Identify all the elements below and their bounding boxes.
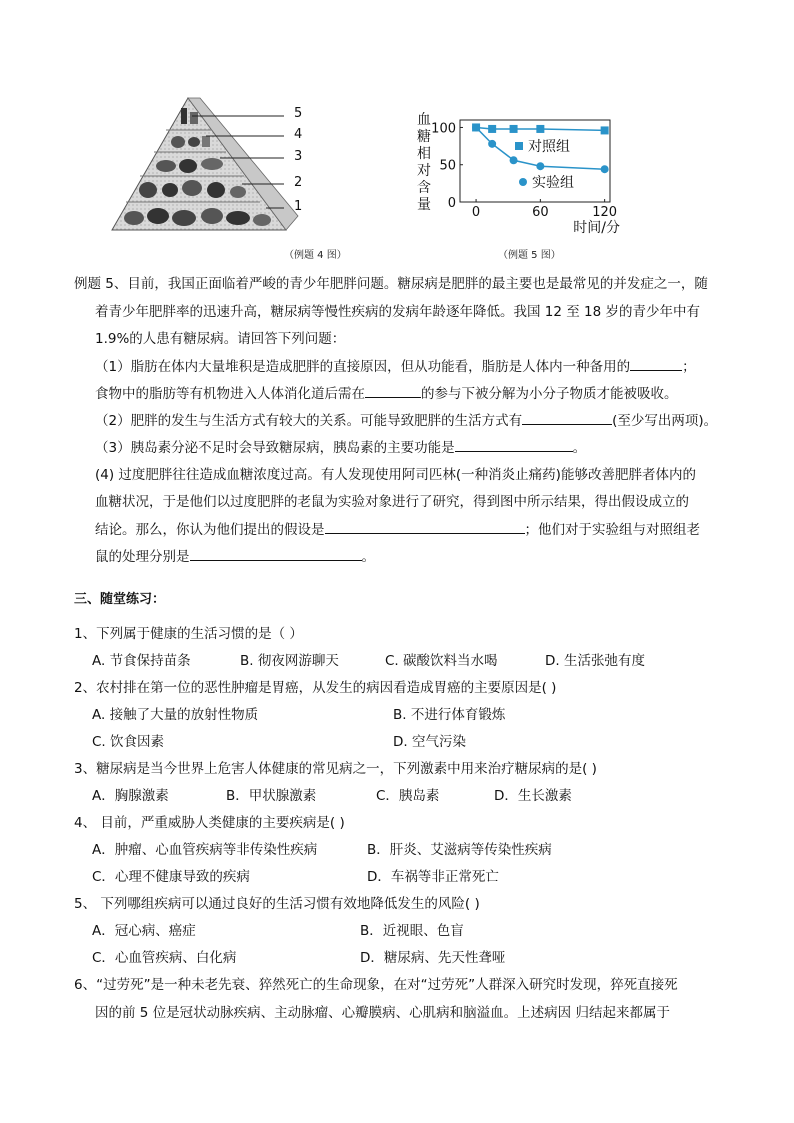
legend-control-label: 对照组	[528, 139, 570, 155]
example5-q2	[95, 409, 717, 429]
q1a-text: （1）脂肪在体内大量堆积是造成肥胖的直接原因，但从功能看，脂肪是人体内一种备用的	[95, 359, 631, 375]
q2-text: （2）肥胖的发生与生活方式有较大的关系。可能导致肥胖的生活方式有	[95, 413, 523, 429]
experiment-point	[510, 156, 518, 164]
q2-option-c[interactable]: C. 饮食因素	[92, 734, 165, 750]
x-tick-label: 0	[471, 205, 481, 220]
example5-q4d	[95, 545, 375, 565]
q5-option-b[interactable]: B．近视眼、色盲	[360, 923, 464, 939]
example5-q1b	[95, 382, 678, 402]
q4d-text: 鼠的处理分别是	[95, 549, 190, 565]
q1-option-c[interactable]: C. 碳酸饮料当水喝	[385, 653, 498, 669]
q1b-blank[interactable]	[365, 383, 421, 398]
experiment-point	[488, 140, 496, 148]
example5-intro-line-2: 着青少年肥胖率的迅速升高，糖尿病等慢性疾病的发病年龄逐年降低。我国 12 至 18 岁的青少年中有	[95, 304, 701, 320]
experiment-point	[472, 123, 480, 131]
q1-option-a[interactable]: A. 节食保持苗条	[92, 653, 191, 669]
control-point	[510, 125, 518, 133]
y-axis-label-char: 血	[417, 112, 431, 128]
q4c-blank[interactable]	[325, 519, 525, 534]
q2-option-a[interactable]: A. 接触了大量的放射性物质	[92, 707, 259, 723]
food-pyramid-figure	[108, 96, 318, 236]
example5-q1a	[95, 355, 696, 375]
example5-intro-line-3: 1.9%的人患有糖尿病。请回答下列问题：	[95, 331, 346, 347]
q2-end: (至少写出两项)。	[612, 413, 718, 429]
legend-control-marker	[515, 142, 523, 150]
experiment-point	[536, 162, 544, 170]
q3-text: （3）胰岛素分泌不足时会导致糖尿病，胰岛素的主要功能是	[95, 440, 455, 456]
legend-experiment-marker	[519, 178, 527, 186]
q3-option-a[interactable]: A．胸腺激素	[92, 788, 169, 804]
y-axis-label-char: 糖	[417, 129, 431, 145]
control-point	[536, 125, 544, 133]
q4-stem: 4、 目前，严重威胁人类健康的主要疾病是( )	[74, 815, 345, 831]
x-axis-label: 时间/分	[573, 220, 621, 236]
example5-q4a: (4) 过度肥胖往往造成血糖浓度过高。有人发现使用阿司匹林(一种消炎止痛药)能够改善肥胖者体内的	[95, 467, 696, 483]
pyramid-label-3: 3	[294, 149, 303, 164]
q1-option-b[interactable]: B. 彻夜网游聊天	[240, 653, 339, 669]
y-axis-label-char: 对	[417, 163, 431, 179]
y-axis-label-char: 相	[417, 146, 431, 162]
q4-option-a[interactable]: A．肿瘤、心血管疾病等非传染性疾病	[92, 842, 318, 858]
blood-sugar-chart	[412, 110, 622, 240]
q1b-text: 食物中的脂肪等有机物进入人体消化道后需在	[95, 386, 365, 402]
q2-blank[interactable]	[522, 410, 612, 425]
y-axis-label-char: 含	[417, 180, 431, 196]
control-point	[488, 125, 496, 133]
q3-option-c[interactable]: C．胰岛素	[376, 788, 440, 804]
q1b-end: 的参与下被分解为小分子物质才能被吸收。	[421, 386, 678, 402]
pyramid-label-5: 5	[294, 106, 303, 121]
q5-option-a[interactable]: A．冠心病、癌症	[92, 923, 196, 939]
example5-intro-line-1: 例题 5、目前，我国正面临着严峻的青少年肥胖问题。糖尿病是肥胖的最主要也是最常见的并发症之一，随	[74, 276, 708, 292]
q3-option-d[interactable]: D．生长激素	[494, 788, 572, 804]
q3-end: 。	[572, 440, 587, 456]
control-point	[601, 126, 609, 134]
section3-title: 三、随堂练习：	[74, 592, 166, 607]
q4c-end: ；他们对于实验组与对照组老	[524, 522, 700, 538]
q4d-blank[interactable]	[190, 546, 362, 561]
q4c-text: 结论。那么，你认为他们提出的假设是	[95, 522, 325, 538]
pyramid-label-4: 4	[294, 127, 303, 142]
example5-q4c	[95, 518, 700, 538]
q6-line-1: 6、“过劳死”是一种未老先衰、猝然死亡的生命现象，在对“过劳死”人群深入研究时发现，猝死直接死	[74, 977, 678, 993]
q4-option-b[interactable]: B．肝炎、艾滋病等传染性疾病	[367, 842, 552, 858]
y-axis-label-char: 量	[417, 197, 431, 213]
q1a-blank[interactable]	[630, 356, 682, 371]
pyramid-label-2: 2	[294, 175, 303, 190]
pyramid-label-1: 1	[294, 199, 303, 214]
legend-experiment-label: 实验组	[532, 175, 574, 191]
q2-stem: 2、农村排在第一位的恶性肿瘤是胃癌，从发生的病因看造成胃癌的主要原因是( )	[74, 680, 557, 696]
q2-option-b[interactable]: B. 不进行体育锻炼	[393, 707, 506, 723]
q1a-end: ；	[682, 359, 696, 375]
y-tick-label: 0	[447, 196, 456, 211]
q3-blank[interactable]	[455, 437, 573, 452]
example5-q3	[95, 436, 586, 456]
y-tick-label: 100	[431, 121, 456, 137]
chart-caption: （例题 5 图）	[498, 250, 561, 261]
q4-option-d[interactable]: D．车祸等非正常死亡	[367, 869, 499, 885]
x-tick-label: 120	[592, 205, 618, 220]
q5-option-d[interactable]: D．糖尿病、先天性聋哑	[360, 950, 506, 966]
q1-option-d[interactable]: D. 生活张弛有度	[545, 653, 645, 669]
q4-option-c[interactable]: C．心理不健康导致的疾病	[92, 869, 250, 885]
q6-line-2: 因的前 5 位是冠状动脉疾病、主动脉瘤、心瓣膜病、心肌病和脑溢血。上述病因 归结起来都属于	[95, 1005, 670, 1021]
y-tick-label: 50	[439, 158, 456, 174]
q5-stem: 5、 下列哪组疾病可以通过良好的生活习惯有效地降低发生的风险( )	[74, 896, 480, 912]
pyramid-caption: （例题 4 图）	[284, 250, 347, 261]
example5-q4b: 血糖状况，于是他们以过度肥胖的老鼠为实验对象进行了研究，得到图中所示结果，得出假设成立的	[95, 494, 689, 510]
food-pyramid-image	[108, 96, 318, 236]
q4d-end: 。	[361, 549, 375, 565]
q5-option-c[interactable]: C．心血管疾病、白化病	[92, 950, 237, 966]
q3-stem: 3、糖尿病是当今世界上危害人体健康的常见病之一，下列激素中用来治疗糖尿病的是( )	[74, 761, 597, 777]
chart-svg	[412, 110, 622, 240]
q2-option-d[interactable]: D. 空气污染	[393, 734, 466, 750]
experiment-point	[601, 165, 609, 173]
x-tick-label: 60	[532, 205, 549, 220]
q1-stem: 1、下列属于健康的生活习惯的是（ ）	[74, 626, 303, 642]
q3-option-b[interactable]: B．甲状腺激素	[226, 788, 317, 804]
